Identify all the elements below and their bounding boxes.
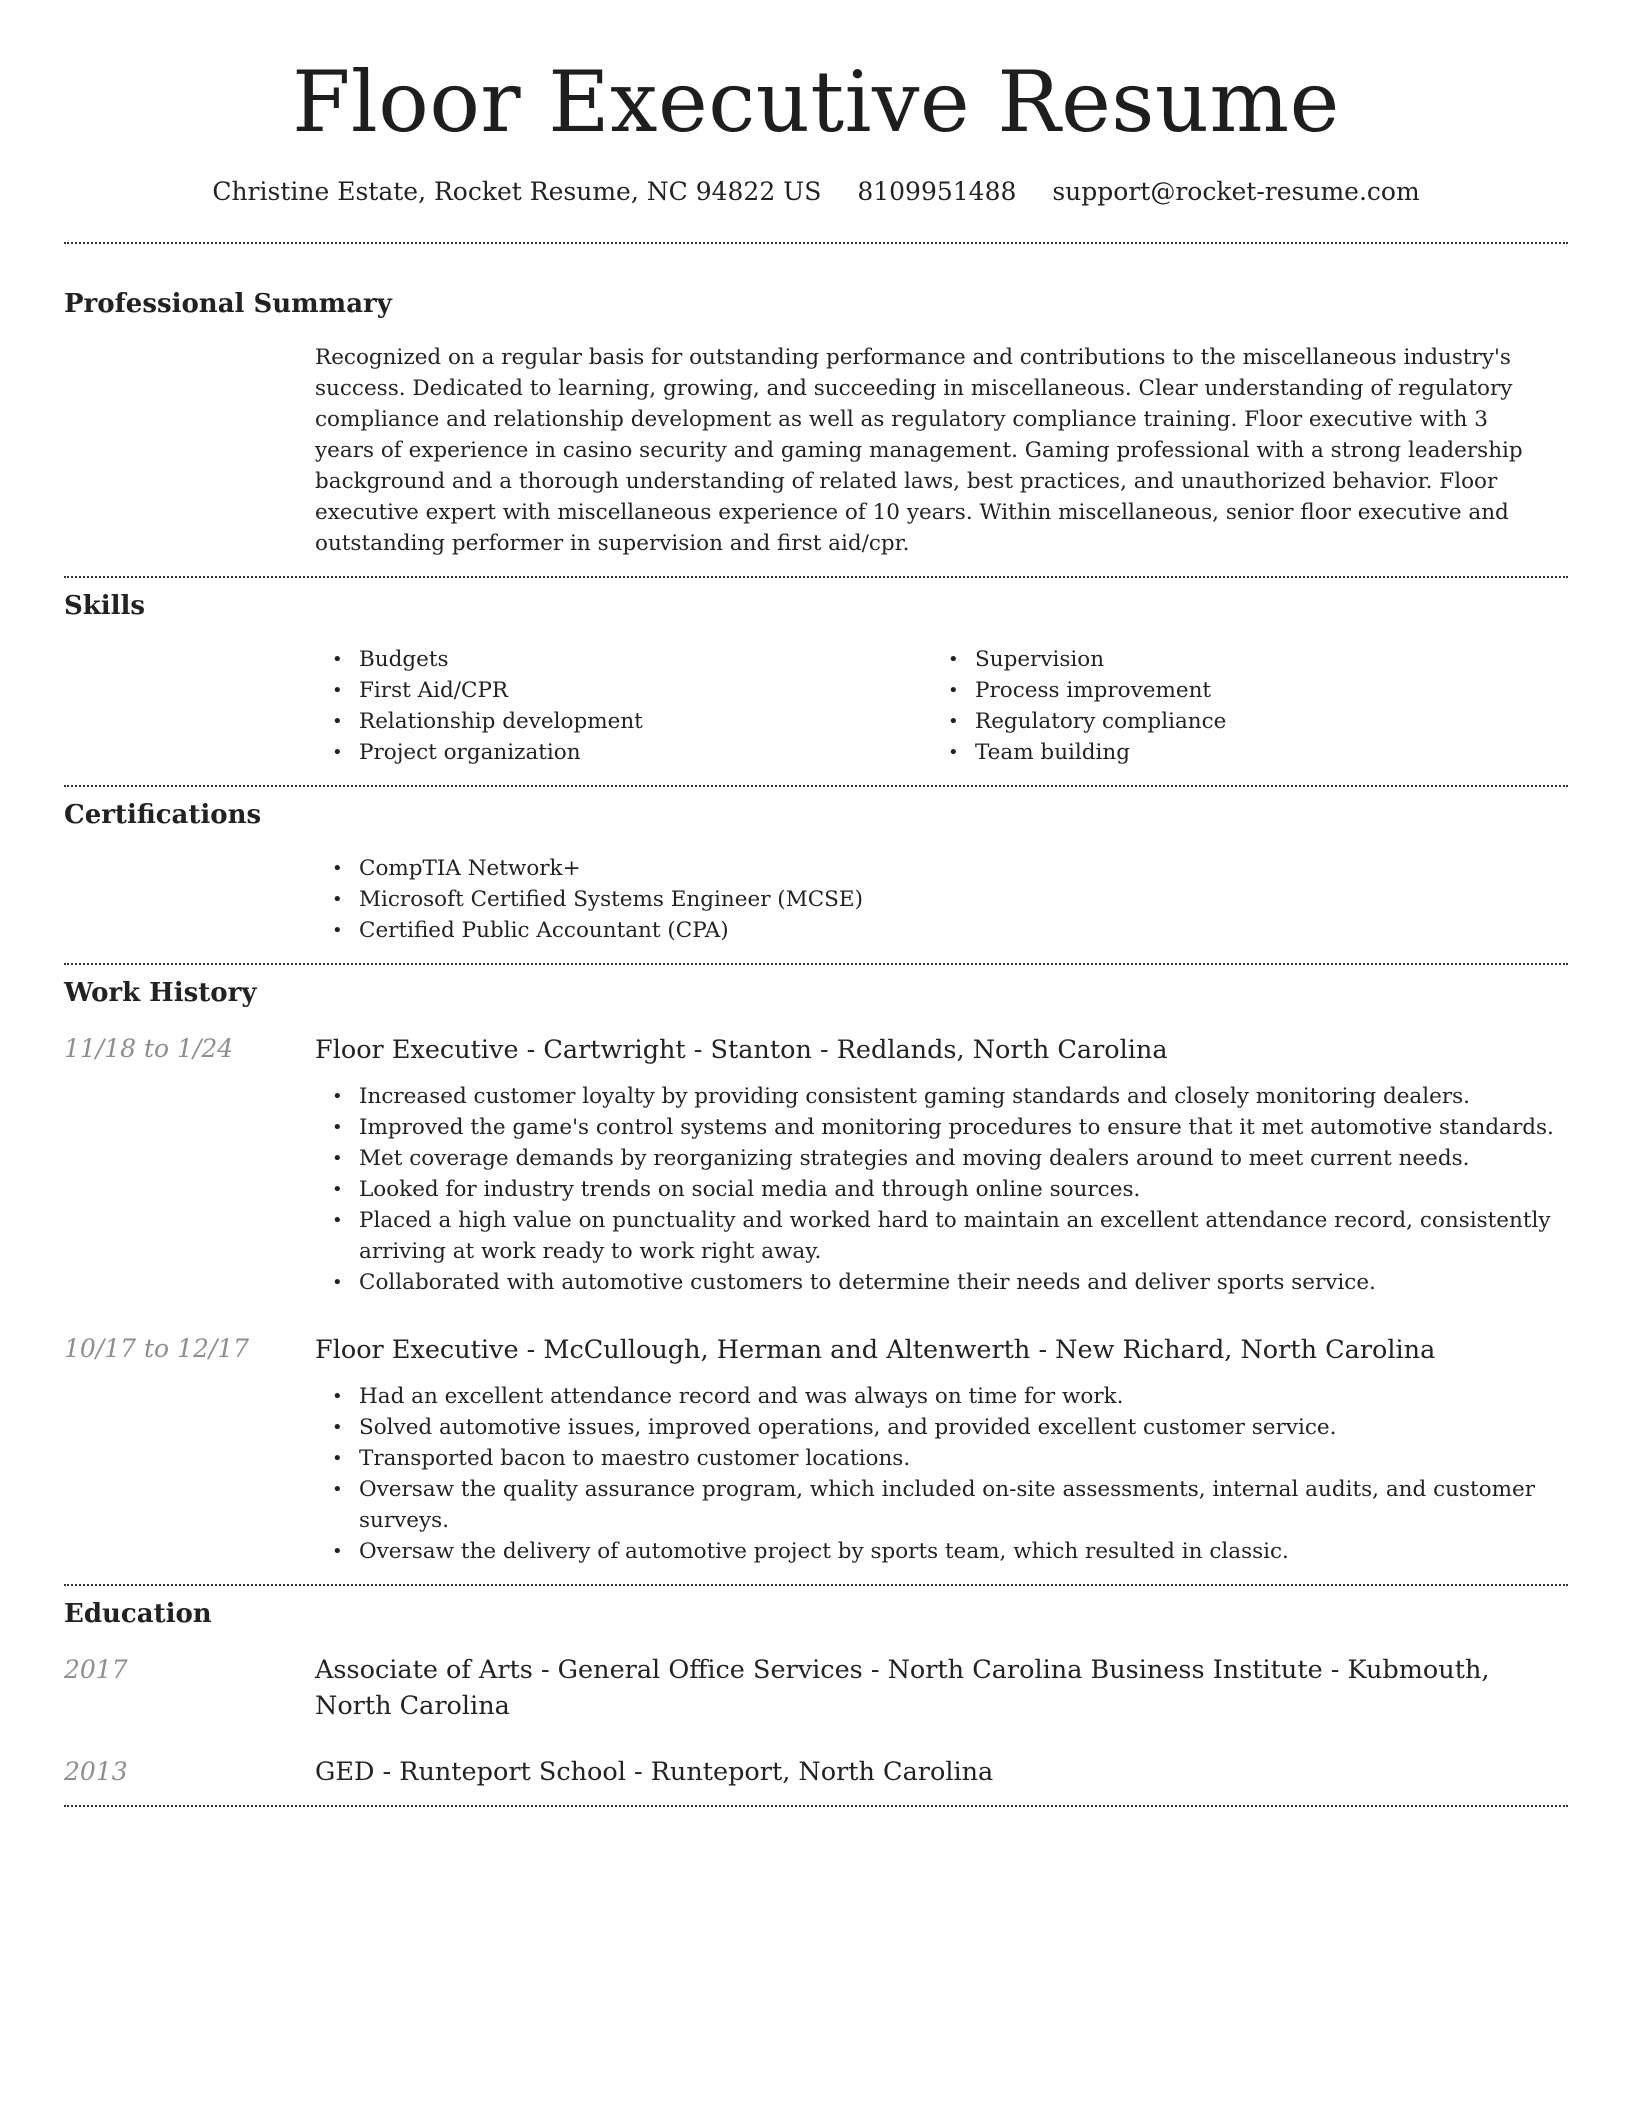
education-entry: [64, 1652, 1568, 1724]
education-heading: Education: [64, 1599, 212, 1629]
summary-section: [64, 288, 1568, 559]
page-title: Floor Executive Resume: [292, 53, 1340, 151]
list-item: • Regulatory compliance: [931, 706, 1547, 737]
divider: [64, 785, 1568, 787]
list-item: • Supervision: [931, 644, 1547, 675]
job-dates: 11/18 to 1/24: [64, 1034, 234, 1063]
list-item: • Microsoft Certified Systems Engineer (MCSE): [315, 884, 1568, 915]
divider: [64, 242, 1568, 244]
job-title: Floor Executive - Cartwright - Stanton - Redlands, North Carolina: [315, 1035, 1168, 1065]
list-item: • Improved the game's control systems and monitoring procedures to ensure that it met automotive standards.: [315, 1112, 1568, 1143]
certifications-heading: Certifications: [64, 800, 262, 830]
job-bullets: [315, 1081, 1568, 1298]
divider: [64, 576, 1568, 578]
education-title: GED - Runteport School - Runteport, North Carolina: [315, 1757, 994, 1787]
list-item: • CompTIA Network+: [315, 853, 1568, 884]
skills-column-right: [931, 644, 1547, 768]
list-item: • Placed a high value on punctuality and worked hard to maintain an excellent attendance record, consistently arriving at work ready to work right away.: [315, 1205, 1568, 1267]
summary-text: Recognized on a regular basis for outstanding performance and contributions to the miscellaneous industry's success. Dedicated to learning, growing, and succeeding in miscellaneous. Clear understanding of regulatory compliance and relationship development as well as regulatory compliance training. Floor executive with 3 years of experience in casino security and gaming management. Gaming professional with a strong leadership background and a thorough understanding of related laws, best practices, and unauthorized behavior. Floor executive expert with miscellaneous experience of 10 years. Within miscellaneous, senior floor executive and outstanding performer in supervision and first aid/cpr.: [315, 345, 1523, 556]
list-item: • Oversaw the delivery of automotive project by sports team, which resulted in classic.: [315, 1536, 1568, 1567]
list-item: • Transported bacon to maestro customer locations.: [315, 1443, 1568, 1474]
education-title: Associate of Arts - General Office Services - North Carolina Business Institute - Kubmouth, North Carolina: [315, 1655, 1490, 1721]
job-title: Floor Executive - McCullough, Herman and Altenwerth - New Richard, North Carolina: [315, 1335, 1436, 1365]
certifications-list: [315, 853, 1568, 946]
job-bullets: [315, 1381, 1568, 1567]
list-item: • Oversaw the quality assurance program, which included on-site assessments, internal audits, and customer surveys.: [315, 1474, 1568, 1536]
divider: [64, 963, 1568, 965]
contact-email: support@rocket-resume.com: [1052, 177, 1420, 206]
certifications-section: [64, 799, 1568, 946]
skills-list: [315, 644, 1568, 768]
list-item: • Project organization: [315, 737, 931, 768]
list-item: • Budgets: [315, 644, 931, 675]
list-item: • Solved automotive issues, improved operations, and provided excellent customer service.: [315, 1412, 1568, 1443]
list-item: • First Aid/CPR: [315, 675, 931, 706]
list-item: • Collaborated with automotive customers to determine their needs and deliver sports service.: [315, 1267, 1568, 1298]
contact-phone: 8109951488: [857, 177, 1017, 206]
job-entry: [64, 1333, 1568, 1567]
contact-line: [64, 176, 1568, 208]
list-item: • Process improvement: [931, 675, 1547, 706]
list-item: • Looked for industry trends on social media and through online sources.: [315, 1174, 1568, 1205]
list-item: • Had an excellent attendance record and was always on time for work.: [315, 1381, 1568, 1412]
work-section: [64, 977, 1568, 1567]
skills-column-left: [315, 644, 931, 768]
education-year: 2017: [64, 1655, 128, 1684]
job-entry: [64, 1033, 1568, 1298]
education-section: [64, 1598, 1568, 1790]
education-year: 2013: [64, 1757, 128, 1786]
divider: [64, 1584, 1568, 1586]
job-dates: 10/17 to 12/17: [64, 1334, 250, 1363]
education-entry: [64, 1754, 1568, 1790]
divider: [64, 1805, 1568, 1807]
list-item: • Team building: [931, 737, 1547, 768]
list-item: • Met coverage demands by reorganizing strategies and moving dealers around to meet current needs.: [315, 1143, 1568, 1174]
work-heading: Work History: [64, 978, 257, 1008]
list-item: • Certified Public Accountant (CPA): [315, 915, 1568, 946]
skills-heading: Skills: [64, 591, 146, 621]
contact-address: Christine Estate, Rocket Resume, NC 94822 US: [212, 177, 822, 206]
list-item: • Relationship development: [315, 706, 931, 737]
skills-section: [64, 590, 1568, 768]
summary-heading: Professional Summary: [64, 289, 392, 319]
list-item: • Increased customer loyalty by providing consistent gaming standards and closely monitoring dealers.: [315, 1081, 1568, 1112]
